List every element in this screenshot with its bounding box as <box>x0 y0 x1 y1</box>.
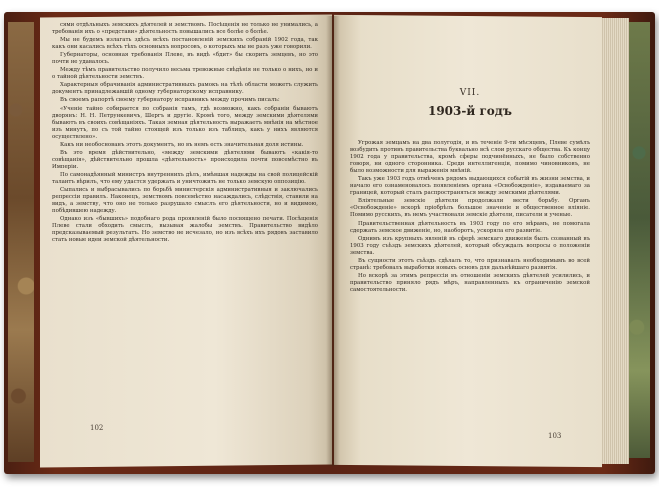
paragraph: Вліятельные земскіе дѣятели продолжали вести борьбу. Органъ «Освобожденіе» вскорѣ пріобрѣлъ большое значеніе и общественное вліяніе. Помимо русскихъ, въ немъ участвовали земскіе дѣятели, писатели и ученые. <box>350 198 590 219</box>
paragraph: Характерныя обрачиванія административныхъ рамокъ на тѣлѣ области можетъ служить документъ принадлежавшій одному губернаторскому исправнику. <box>52 82 318 96</box>
paragraph: Правительственная дѣятельность въ 1903 году по его мѣрамъ, не помогала сдержать земское движеніе, но, наоборотъ, ускоряла его развитіе. <box>350 220 590 234</box>
left-page-number: 102 <box>90 424 104 432</box>
paragraph: Однако изъ «бывшихъ» подобнаго рода проявленій было посвящено печати. Посѣщенія Плеве стали обходить смыслъ, вызывая жалобы земствъ. Правительство видѣло предсказываемый результатъ. Но земство не исчезало, но изъ всѣхъ ихъ рядовъ заставило стать новые идеи земской дѣятельности. <box>52 216 318 244</box>
paragraph: Но вскорѣ за этимъ репрессіи въ отношеніи земскихъ дѣятелей усилились, и правительство приняло рядъ мѣръ, направленныхъ къ ограниченію земской самостоятельности. <box>350 272 590 293</box>
paragraph: Мы не будемъ излагать здѣсь всѣхъ постановленій земскихъ собраній 1902 года, так какъ они касались всѣхъ тѣхъ основныхъ вопросовъ, о которыхъ мы не разъ уже говорили. <box>52 37 318 51</box>
paragraph: Угрожая земцамъ на два полугодія, и въ теченіе 9-ти мѣсяцевъ, Плеве сумѣлъ возбудить противъ правительства буквально всѣ слои русскаго общества. Къ концу 1902 года у правительства, кромѣ сферы подчинённыхъ, не было собственно говоря, ни одного сторонника. Среди интеллигенціи, помимо чиновниковъ, не было возможности для выраженія мнѣній. <box>350 140 590 175</box>
paragraph: Какъ ни необоснованъ этотъ документъ, но въ немъ есть значительная доля истины. <box>60 141 304 148</box>
paragraph: сями отдѣльныхъ земскихъ дѣятелей и земствомъ. Посѣщенія не только не унимались, а требованія ихъ о «представи» дѣятельность повышались все болѣе о болѣе. <box>52 22 318 36</box>
paragraph: Въ сущности этотъ съѣздъ сдѣлалъ то, что признавалъ необходимымъ во всей странѣ: требовалъ выработки новыхъ основъ для дальнѣйшаго развитія. <box>350 257 590 271</box>
page-edges <box>600 18 629 464</box>
paragraph: Сыпались и выбрасывались по борьбѣ министерскія административныя и заключались репрессіи правилъ. Наконецъ, земствомъ повсемѣстно насаждались, слѣдствія, ставили на видъ, а земству, что оно не только разрушало смыслъ его дѣятельности, но и видимою, побѣдившею надежду. <box>52 187 318 215</box>
paragraph: Въ своемъ рапортѣ своему губернатору исправникъ между прочимъ писалъ: <box>60 97 280 104</box>
right-page-text <box>350 140 590 438</box>
paragraph: Въ это время дѣйствительно, «между земскими дѣятелями бываютъ «какія-то совѣщанія», дѣйствительно прошла «дѣятельность» происходила почти повсемѣстно въ Имперіи. <box>52 149 318 170</box>
paragraph: Такъ уже 1903 годъ отмѣченъ рядомъ выдающихся событій въ жизни земства, и начало его ознаменовалось появленіемъ органа «Освобожденіе», издаваемаго за границей, который сталъ распространяться между земскими дѣятелями. <box>350 176 590 197</box>
book-gutter <box>326 16 340 466</box>
paragraph: По самонадѣянный министръ внутреннихъ дѣлъ, имѣвшая надежды на свой полицейскій талантъ вѣрилъ, что ему удастся удержать и уничтожить не только земскую оппозицію. <box>52 171 318 185</box>
paragraph: Однимъ изъ крупныхъ явленій въ сферѣ земскаго движенія былъ созванный въ 1903 году съѣздъ земскихъ дѣятелей, который обсуждалъ вопросы о положеніи земства. <box>350 235 590 256</box>
chapter-title: 1903-й годъ <box>427 104 513 118</box>
paragraph: Губернаторы, основная требованія Плеве, въ видѣ «бдит» бы скорить земцевъ, но это почти не удавалось. <box>52 52 318 66</box>
paragraph: Между тѣмъ правительство получило весьма тревожные свѣдѣнія не только о нихъ, но и о тайной дѣятельности земствъ. <box>52 67 318 81</box>
left-page-text <box>52 22 318 416</box>
chapter-number: VII. <box>459 88 481 98</box>
paragraph: «Ученіе тайно собирается по собранія тамъ, гдѣ возможно, какъ собраніи бываютъ дворянъ: Н. Н. Петрункевичъ, Шергъ и другіе. Кромѣ того, между земскими дѣятелями бываютъ въ своихъ совѣщаніяхъ. Такая земная дѣятельность выражаетъ мнѣнія на мѣстное изъ минутъ, по съ той тайно стоящей изъ только изъ таблицъ, какъ у нихъ являются осуществлено». <box>52 105 318 140</box>
marbled-endpaper-right <box>628 22 650 458</box>
right-page-number: 103 <box>548 432 562 440</box>
marbled-endpaper-left <box>8 22 34 462</box>
